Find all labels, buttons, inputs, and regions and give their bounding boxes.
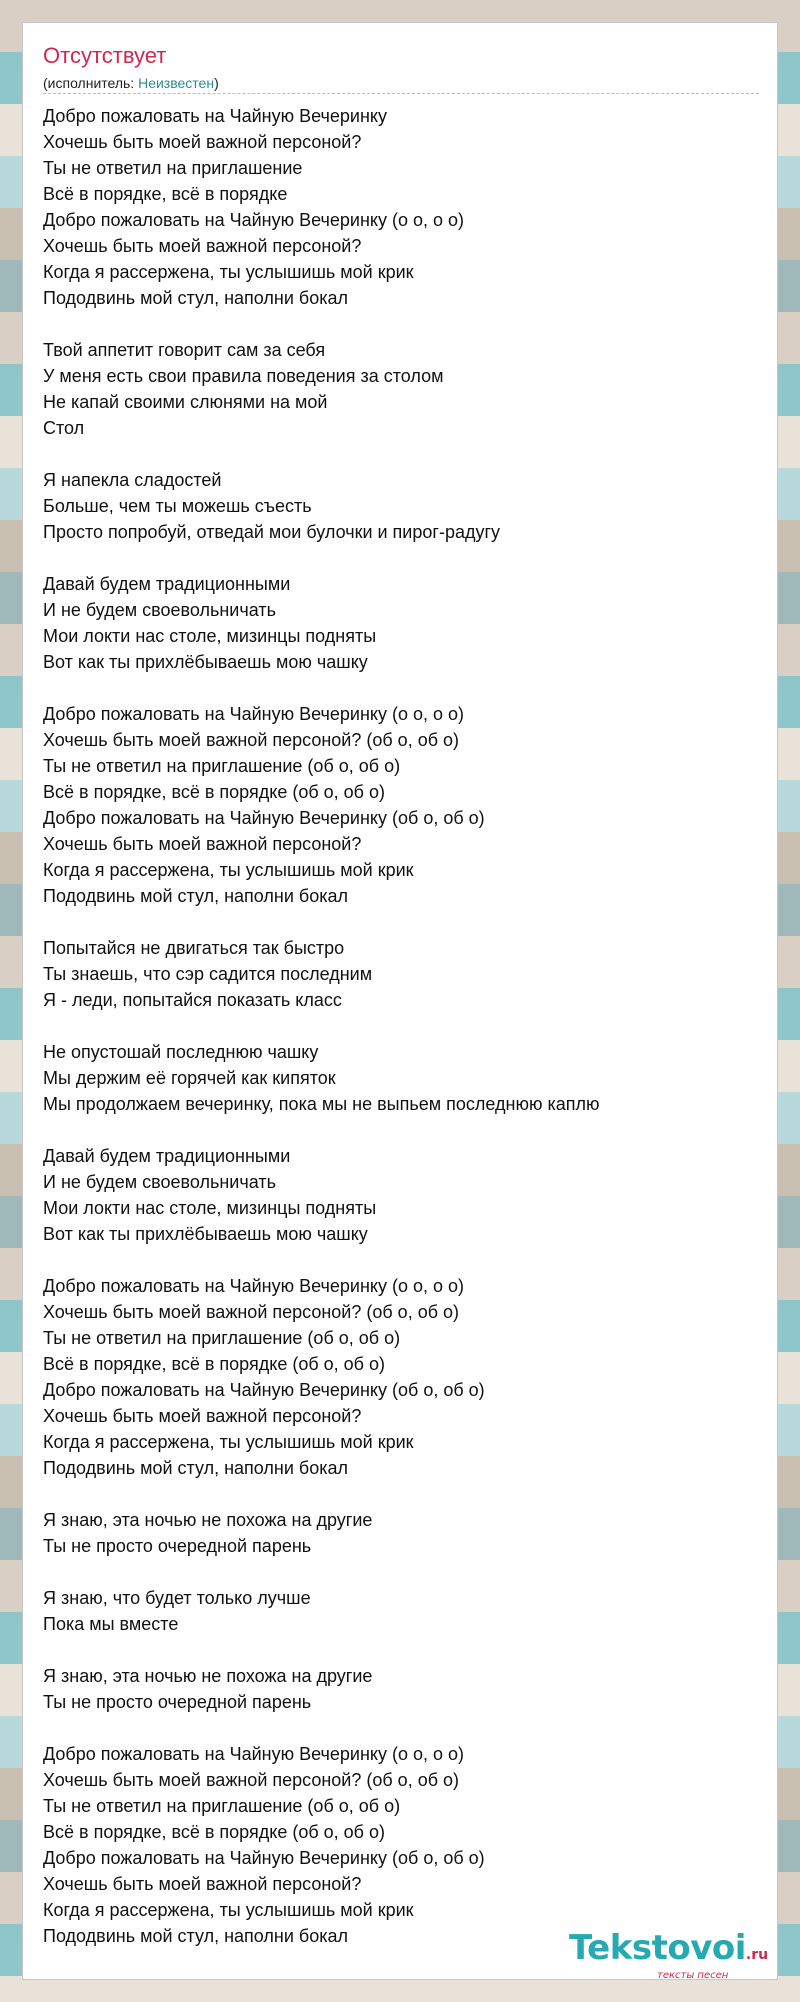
- lyric-line: Добро пожаловать на Чайную Вечеринку: [43, 106, 388, 126]
- stanza-break: [43, 1715, 759, 1741]
- stanza-break: [43, 441, 759, 467]
- lyric-line: Просто попробуй, отведай мои булочки и пирог-радугу: [43, 522, 501, 542]
- stanza-break: [43, 675, 759, 701]
- lyric-line: Ты не ответил на приглашение (об о, об о): [43, 756, 401, 776]
- lyric-line: Всё в порядке, всё в порядке (об о, об о): [43, 1354, 385, 1374]
- lyric-line: Всё в порядке, всё в порядке (об о, об о): [43, 782, 385, 802]
- lyric-line: Добро пожаловать на Чайную Вечеринку (о о, о о): [43, 210, 465, 230]
- stanza-break: [43, 1117, 759, 1143]
- lyric-line: Я знаю, что будет только лучше: [43, 1588, 311, 1608]
- lyric-line: Хочешь быть моей важной персоной? (об о, об о): [43, 1770, 460, 1790]
- lyric-line: Ты не просто очередной парень: [43, 1692, 312, 1712]
- lyrics-page: [22, 22, 778, 1980]
- lyric-line: Пододвинь мой стул, наполни бокал: [43, 1926, 349, 1946]
- lyric-line: Я - леди, попытайся показать класс: [43, 990, 342, 1010]
- stanza-break: [43, 1247, 759, 1273]
- lyric-line: Когда я рассержена, ты услышишь мой крик: [43, 1900, 414, 1920]
- lyric-line: Когда я рассержена, ты услышишь мой крик: [43, 262, 414, 282]
- lyric-line: Ты не ответил на приглашение: [43, 158, 303, 178]
- lyric-line: Мы держим её горячей как кипяток: [43, 1068, 336, 1088]
- artist-link[interactable]: Неизвестен: [138, 75, 215, 91]
- lyric-line: Хочешь быть моей важной персоной? (об о, об о): [43, 1302, 460, 1322]
- lyric-line: Я знаю, эта ночью не похожа на другие: [43, 1666, 373, 1686]
- lyric-line: Мои локти нас столе, мизинцы подняты: [43, 626, 377, 646]
- lyric-line: Когда я рассержена, ты услышишь мой крик: [43, 860, 414, 880]
- lyric-line: Я напекла сладостей: [43, 470, 222, 490]
- lyric-line: Пододвинь мой стул, наполни бокал: [43, 886, 349, 906]
- lyric-line: И не будем своевольничать: [43, 600, 276, 620]
- lyric-line: Хочешь быть моей важной персоной?: [43, 236, 362, 256]
- site-logo[interactable]: [569, 1928, 769, 1981]
- lyric-line: Больше, чем ты можешь съесть: [43, 496, 312, 516]
- stanza-break: [43, 1637, 759, 1663]
- title-divider: [43, 93, 759, 94]
- stanza-break: [43, 1559, 759, 1585]
- lyrics-text: [43, 103, 759, 1949]
- artist-prefix: (исполнитель:: [43, 75, 139, 91]
- lyric-line: Ты знаешь, что сэр садится последним: [43, 964, 373, 984]
- stanza-break: [43, 311, 759, 337]
- stanza-break: [43, 1481, 759, 1507]
- lyric-line: У меня есть свои правила поведения за столом: [43, 366, 444, 386]
- lyric-line: Добро пожаловать на Чайную Вечеринку (об о, об о): [43, 1380, 485, 1400]
- lyric-line: Ты не ответил на приглашение (об о, об о): [43, 1328, 401, 1348]
- stanza-break: [43, 909, 759, 935]
- lyric-line: Я знаю, эта ночью не похожа на другие: [43, 1510, 373, 1530]
- lyric-line: Добро пожаловать на Чайную Вечеринку (о о, о о): [43, 1744, 465, 1764]
- lyric-line: Пододвинь мой стул, наполни бокал: [43, 288, 349, 308]
- stanza-break: [43, 545, 759, 571]
- lyric-line: Стол: [43, 418, 85, 438]
- logo-suffix-text: .ru: [745, 1947, 769, 1963]
- lyric-line: Вот как ты прихлёбываешь мою чашку: [43, 1224, 368, 1244]
- lyric-line: Мои локти нас столе, мизинцы подняты: [43, 1198, 377, 1218]
- lyric-line: Хочешь быть моей важной персоной? (об о, об о): [43, 730, 460, 750]
- lyric-line: Ты не ответил на приглашение (об о, об о): [43, 1796, 401, 1816]
- lyric-line: Мы продолжаем вечеринку, пока мы не выпьем последнюю каплю: [43, 1094, 600, 1114]
- lyric-line: Пододвинь мой стул, наполни бокал: [43, 1458, 349, 1478]
- lyric-line: Всё в порядке, всё в порядке (об о, об о): [43, 1822, 385, 1842]
- lyric-line: Добро пожаловать на Чайную Вечеринку (об о, об о): [43, 1848, 485, 1868]
- lyric-line: Попытайся не двигаться так быстро: [43, 938, 345, 958]
- lyric-line: Давай будем традиционными: [43, 574, 291, 594]
- lyric-line: Твой аппетит говорит сам за себя: [43, 340, 326, 360]
- lyric-line: Когда я рассержена, ты услышишь мой крик: [43, 1432, 414, 1452]
- artist-line: [43, 75, 219, 91]
- stanza-break: [43, 1013, 759, 1039]
- lyric-line: Хочешь быть моей важной персоной?: [43, 1406, 362, 1426]
- lyric-line: Вот как ты прихлёбываешь мою чашку: [43, 652, 368, 672]
- lyric-line: И не будем своевольничать: [43, 1172, 276, 1192]
- lyric-line: Добро пожаловать на Чайную Вечеринку (о о, о о): [43, 704, 465, 724]
- lyric-line: Хочешь быть моей важной персоной?: [43, 1874, 362, 1894]
- logo-main-text: Tekstovoi: [569, 1928, 746, 1968]
- lyric-line: Ты не просто очередной парень: [43, 1536, 312, 1556]
- lyric-line: Всё в порядке, всё в порядке: [43, 184, 288, 204]
- lyric-line: Добро пожаловать на Чайную Вечеринку (о о, о о): [43, 1276, 465, 1296]
- lyric-line: Не капай своими слюнями на мой: [43, 392, 328, 412]
- song-title: Отсутствует: [43, 43, 167, 68]
- lyric-line: Не опустошай последнюю чашку: [43, 1042, 319, 1062]
- logo-tagline: тексты песен: [657, 1970, 729, 1981]
- lyric-line: Добро пожаловать на Чайную Вечеринку (об о, об о): [43, 808, 485, 828]
- lyric-line: Хочешь быть моей важной персоной?: [43, 132, 362, 152]
- lyric-line: Пока мы вместе: [43, 1614, 179, 1634]
- lyric-line: Хочешь быть моей важной персоной?: [43, 834, 362, 854]
- artist-suffix: ): [214, 75, 219, 91]
- lyric-line: Давай будем традиционными: [43, 1146, 291, 1166]
